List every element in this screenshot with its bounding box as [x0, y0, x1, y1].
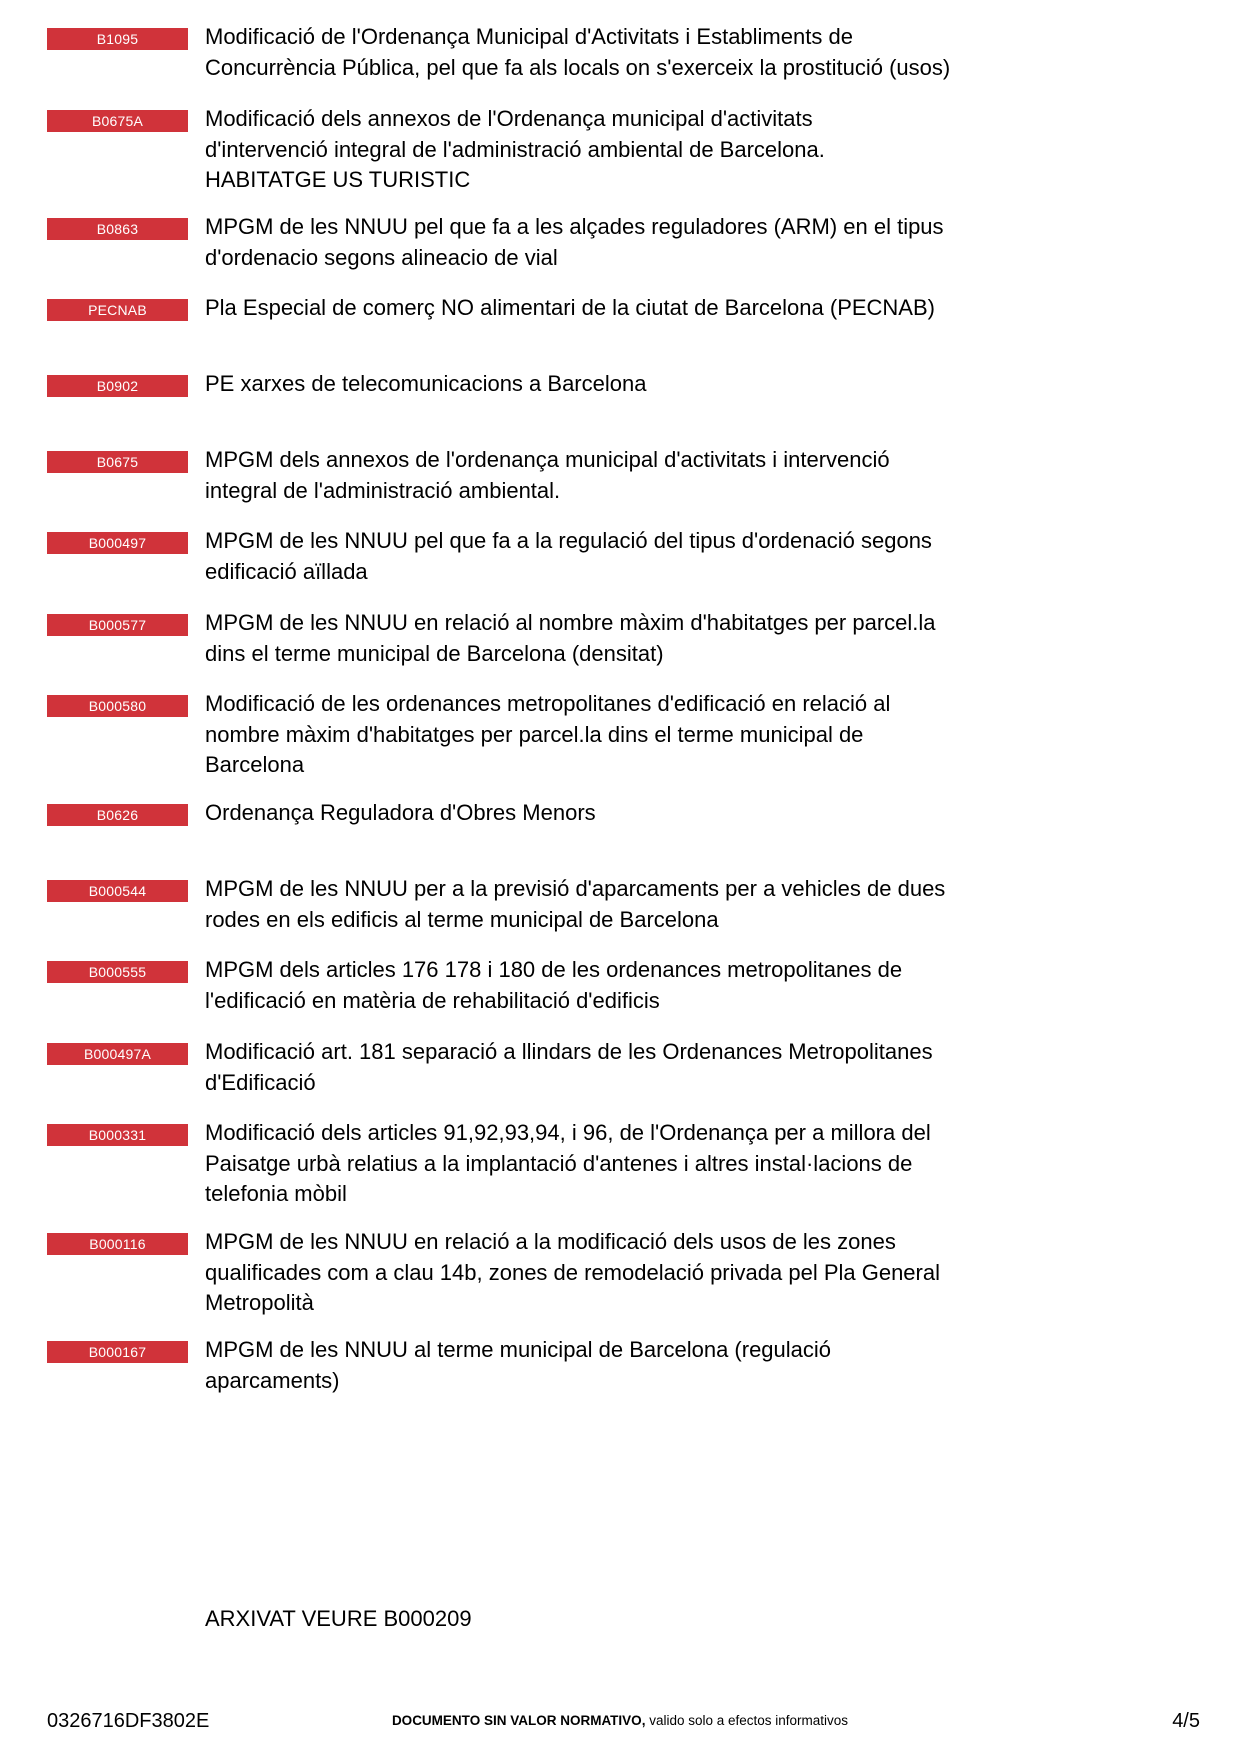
entry-description: MPGM de les NNUU en relació a la modificació dels usos de les zones qualificades com a clau 14b, zones de remodelació privada pel Pla General Metropolità	[205, 1229, 940, 1315]
code-badge: B000497A	[47, 1043, 188, 1065]
entry-description: Modificació de l'Ordenança Municipal d'Activitats i Establiments de Concurrència Pública, pel que fa als locals on s'exerceix la prostitució (usos)	[205, 24, 951, 80]
footer-document-code: 0326716DF3802E	[47, 1710, 210, 1732]
footer-disclaimer	[0, 1712, 1240, 1730]
code-badge: PECNAB	[47, 299, 188, 321]
entry-description: MPGM de les NNUU pel que fa a la regulació del tipus d'ordenació segons edificació aïllada	[205, 528, 932, 584]
archived-note: ARXIVAT VEURE B000209	[205, 1606, 472, 1631]
footer-page-number: 4/5	[1172, 1710, 1200, 1732]
entry-description: Modificació dels articles 91,92,93,94, i 96, de l'Ordenança per a millora del Paisatge urbà relatius a la implantació d'antenes i altres instal·lacions de telefonia mòbil	[205, 1120, 931, 1206]
code-badge: B000577	[47, 614, 188, 636]
entry-description: MPGM de les NNUU per a la previsió d'aparcaments per a vehicles de dues rodes en els edificis al terme municipal de Barcelona	[205, 876, 946, 932]
entry-description: MPGM dels articles 176 178 i 180 de les ordenances metropolitanes de l'edificació en matèria de rehabilitació d'edificis	[205, 957, 903, 1013]
entry-description: MPGM de les NNUU pel que fa a les alçades reguladores (ARM) en el tipus d'ordenacio segons alineacio de vial	[205, 214, 944, 270]
code-badge: B0675A	[47, 110, 188, 132]
code-badge: B0626	[47, 804, 188, 826]
code-badge: B000167	[47, 1341, 188, 1363]
entry-description: MPGM de les NNUU al terme municipal de Barcelona (regulació aparcaments)	[205, 1337, 832, 1393]
code-badge: B000544	[47, 880, 188, 902]
code-badge: B000331	[47, 1124, 188, 1146]
entry-description: MPGM dels annexos de l'ordenança municipal d'activitats i intervenció integral de l'administració ambiental.	[205, 447, 890, 503]
entry-description: Pla Especial de comerç NO alimentari de la ciutat de Barcelona (PECNAB)	[205, 295, 935, 320]
entry-description: Ordenança Reguladora d'Obres Menors	[205, 800, 596, 825]
code-badge: B000497	[47, 532, 188, 554]
entry-description: MPGM de les NNUU en relació al nombre màxim d'habitatges per parcel.la dins el terme municipal de Barcelona (densitat)	[205, 610, 936, 666]
code-badge: B000580	[47, 695, 188, 717]
footer-disclaimer-bold: DOCUMENTO SIN VALOR NORMATIVO,	[391, 1713, 646, 1728]
code-badge: B0863	[47, 218, 188, 240]
code-badge: B1095	[47, 28, 188, 50]
code-badge: B000555	[47, 961, 188, 983]
code-badge: B0902	[47, 375, 188, 397]
footer-disclaimer-rest: valido solo a efectos informativos	[645, 1713, 849, 1728]
code-badge: B0675	[47, 451, 188, 473]
code-badge: B000116	[47, 1233, 188, 1255]
entry-description: Modificació de les ordenances metropolitanes d'edificació en relació al nombre màxim d'habitatges per parcel.la dins el terme municipal de Barcelona	[205, 691, 891, 777]
entry-description: Modificació dels annexos de l'Ordenança municipal d'activitats d'intervenció integral de l'administració ambiental de Barcelona. HABITATGE US TURISTIC	[205, 106, 825, 192]
entry-description: Modificació art. 181 separació a llindars de les Ordenances Metropolitanes d'Edificació	[205, 1039, 933, 1095]
entry-description: PE xarxes de telecomunicacions a Barcelona	[205, 371, 647, 396]
